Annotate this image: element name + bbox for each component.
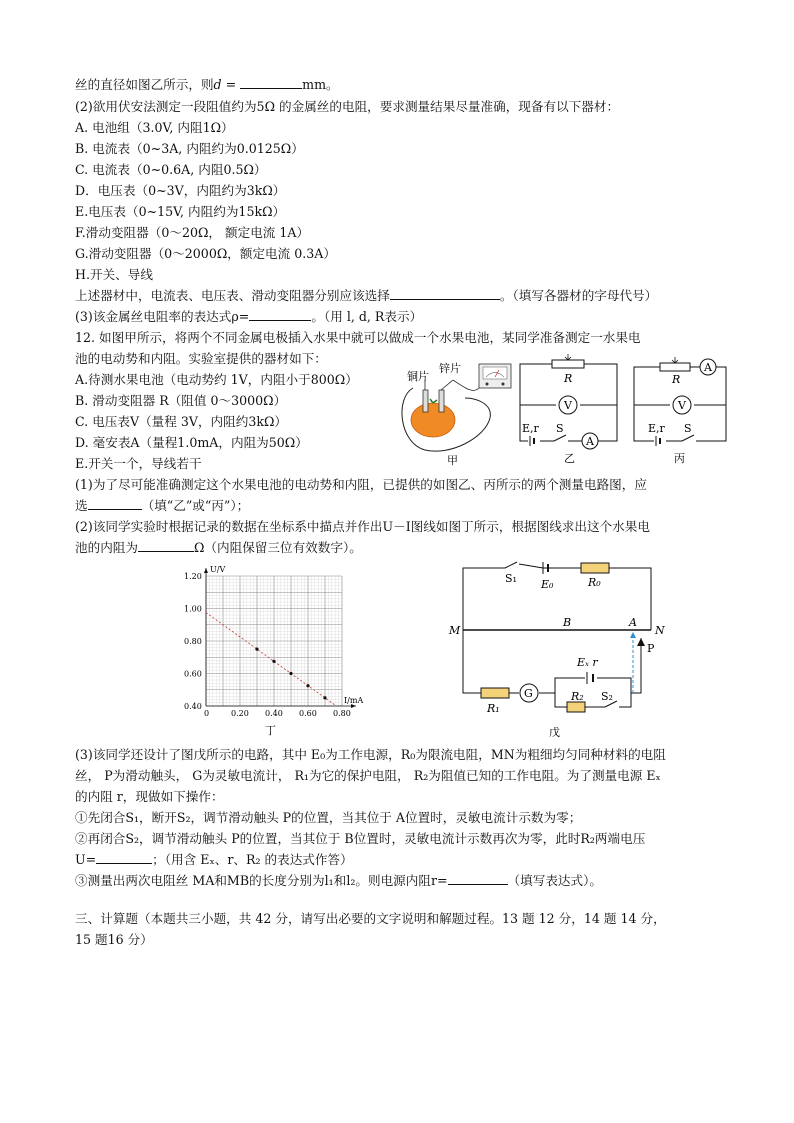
line-choose-equipment: 上述器材中，电流表、电压表、滑动变阻器分别应该选择 。（填写各器材的字母代号） xyxy=(75,288,658,303)
step-1: ①先闭合S₁，断开S₂，调节滑动触头 P的位置，当其位于 A位置时，灵敏电流计示数为零； xyxy=(75,810,582,825)
section-3-heading-2: 15 题16 分） xyxy=(75,932,153,947)
wu-R1-label: R₁ xyxy=(487,702,500,715)
rheostat xyxy=(660,363,690,371)
switch-s1 xyxy=(505,562,517,568)
answer-blank-internal-resistance[interactable] xyxy=(138,539,194,552)
x-tick-label: 0 xyxy=(204,709,210,718)
option-b: B. 电流表（0~3A, 内阻约为0.0125Ω） xyxy=(75,141,304,156)
step-3: ③测量出两次电阻丝 MA和MB的长度分别为l₁和l₂。则电源内阻r= （填写表达式）。 xyxy=(75,873,602,888)
q12-part3-2: 丝， P为滑动触头， G为灵敏电流计， R₁为它的保护电阻， R₂为阻值已知的工作电阻。为了测量电源 Eₓ xyxy=(75,768,661,783)
resistor-r1 xyxy=(481,688,509,698)
rheostat xyxy=(552,360,584,368)
wu-A-label: A xyxy=(629,616,637,629)
q12-intro-2: 池的电动势和内阻。实验室提供的器材如下： xyxy=(75,351,327,366)
bing-V-label: V xyxy=(678,399,686,412)
figure-yi xyxy=(516,352,621,466)
option-f: F.滑动变阻器（0～20Ω， 额定电流 1A） xyxy=(75,225,310,240)
answer-blank-diameter[interactable] xyxy=(240,76,302,89)
figure-jia xyxy=(395,358,515,468)
wu-N-label: N xyxy=(655,624,665,637)
chart-grid xyxy=(206,576,342,706)
yi-S-label: S xyxy=(556,422,564,435)
q12-part2: (2)该同学实验时根据记录的数据在坐标系中描点并作出U－I图线如图丁所示，根据图线求出这个水果电 xyxy=(75,519,650,534)
q12-part1-answer: 选 （填“乙”或“丙”）； xyxy=(75,498,250,513)
answer-blank-r-expression[interactable] xyxy=(448,872,508,885)
y-tick-label: 1.20 xyxy=(184,572,202,581)
data-point xyxy=(289,672,292,675)
caption-jia: 甲 xyxy=(447,454,458,467)
bing-R-label: R xyxy=(672,373,681,386)
figure-bing xyxy=(630,352,730,466)
option-e: E.电压表（0~15V, 内阻约为15kΩ） xyxy=(75,204,286,219)
x-tick-label: 0.40 xyxy=(265,709,283,718)
chart-ding xyxy=(180,562,380,740)
yi-A-label: A xyxy=(586,435,594,448)
q12-part3-3: 的内阻 r，现做如下操作： xyxy=(75,789,224,804)
yi-Er-label: E,r xyxy=(522,422,539,435)
y-tick-label: 0.60 xyxy=(184,669,202,679)
data-point xyxy=(306,684,309,687)
wu-Ex-label: Eₓ r xyxy=(577,656,598,669)
meter-icon xyxy=(479,364,511,388)
chart-xlabel: I/mA xyxy=(344,696,364,705)
q12-part2-answer: 池的内阻为 Ω（内阻保留三位有效数字）。 xyxy=(75,540,362,555)
chart-title: 丁 xyxy=(265,724,276,737)
wu-E0-label: E₀ xyxy=(541,578,554,591)
copper-label: 铜片 xyxy=(407,370,429,383)
caption-yi: 乙 xyxy=(564,452,575,465)
caption-wu: 戊 xyxy=(549,726,560,739)
step-2-answer: U= ；（用含 Eₓ、r、R₂ 的表达式作答） xyxy=(75,852,353,867)
wu-M-label: M xyxy=(449,624,461,637)
x-tick-label: 0.60 xyxy=(299,709,317,718)
wu-B-label: B xyxy=(563,616,572,629)
zinc-label: 锌片 xyxy=(439,362,461,375)
wu-R0-label: R₀ xyxy=(588,576,601,589)
line-resistivity: (3)该金属丝电阻率的表达式ρ= 。（用 l, d, R表示） xyxy=(75,309,423,324)
caption-bing: 丙 xyxy=(674,452,685,465)
bing-Er-label: E,r xyxy=(648,422,665,435)
data-point xyxy=(255,648,258,651)
option-c: C. 电流表（0~0.6A, 内阻0.5Ω） xyxy=(75,162,267,177)
q12-part1: (1)为了尽可能准确测定这个水果电池的电动势和内阻，已提供的如图乙、丙所示的两个测量电路图，应 xyxy=(75,477,647,492)
option-h: H.开关、导线 xyxy=(75,267,153,282)
q12-part3: (3)该同学还设计了图戊所示的电路，其中 E₀为工作电源，R₀为限流电阻，MN为粗细均匀同种材料的电阻 xyxy=(75,747,666,762)
bing-S-label: S xyxy=(684,422,692,435)
wu-P-label: P xyxy=(647,642,655,655)
q12-intro: 12. 如图甲所示，将两个不同金属电极插入水果中就可以做成一个水果电池，某同学准备测定一水果电 xyxy=(75,330,641,345)
answer-blank-resistivity[interactable] xyxy=(249,308,311,321)
resistor-r2 xyxy=(567,702,585,712)
yi-R-label: R xyxy=(564,372,573,385)
y-tick-label: 0.40 xyxy=(184,702,202,711)
section-3-heading: 三、计算题（本题共三小题，共 42 分，请写出必要的文字说明和解题过程。13 题 12 分，14 题 14 分， xyxy=(75,911,666,926)
wu-S2-label: S₂ xyxy=(601,690,613,703)
answer-blank-equipment[interactable] xyxy=(390,287,500,300)
zinc-electrode xyxy=(439,390,444,412)
answer-blank-circuit[interactable] xyxy=(88,497,142,510)
y-tick-label: 0.80 xyxy=(184,637,202,646)
answer-blank-voltage[interactable] xyxy=(96,851,152,864)
wu-S1-label: S₁ xyxy=(505,572,517,585)
q12-item-b: B. 滑动变阻器 R（阻值 0～3000Ω） xyxy=(75,393,287,408)
data-point xyxy=(272,660,275,663)
orange-fruit-icon xyxy=(411,403,455,437)
y-tick-label: 1.00 xyxy=(184,604,202,614)
wu-R2-label: R₂ xyxy=(571,690,584,703)
chart-ylabel: U/V xyxy=(210,565,226,574)
bing-A-label: A xyxy=(704,361,712,374)
step-2: ②再闭合S₂，调节滑动触头 P的位置，当其位于 B位置时，灵敏电流计示数再次为零，此时R₂两端电压 xyxy=(75,831,646,846)
line-q2: (2)欲用伏安法测定一段阻值约为5Ω 的金属丝的电阻，要求测量结果尽量准确，现备有以下器材： xyxy=(75,99,620,114)
option-d: D．电压表（0~3V，内阻约为3kΩ） xyxy=(75,183,286,198)
x-tick-label: 0.20 xyxy=(231,709,249,718)
q12-item-a: A.待测水果电池（电动势约 1V，内阻小于800Ω） xyxy=(75,372,358,387)
resistor-r0 xyxy=(581,563,609,573)
figure-wu xyxy=(445,560,670,740)
yi-V-label: V xyxy=(564,399,572,412)
copper-electrode xyxy=(423,390,428,412)
q12-item-c: C. 电压表V（量程 3V，内阻约3kΩ） xyxy=(75,414,288,429)
data-point xyxy=(323,696,326,699)
option-a: A. 电池组（3.0V, 内阻1Ω） xyxy=(75,120,234,135)
option-g: G.滑动变阻器（0～2000Ω，额定电流 0.3A） xyxy=(75,246,336,261)
slider-contact-p[interactable] xyxy=(637,638,645,646)
x-tick-label: 0.80 xyxy=(333,709,351,718)
line-diameter: 丝的直径如图乙所示，则d = mm。 xyxy=(75,77,339,92)
q12-item-e: E.开关一个，导线若干 xyxy=(75,456,202,471)
wu-G-label: G xyxy=(524,687,533,700)
q12-item-d: D. 毫安表A（量程1.0mA，内阻为50Ω） xyxy=(75,435,308,450)
